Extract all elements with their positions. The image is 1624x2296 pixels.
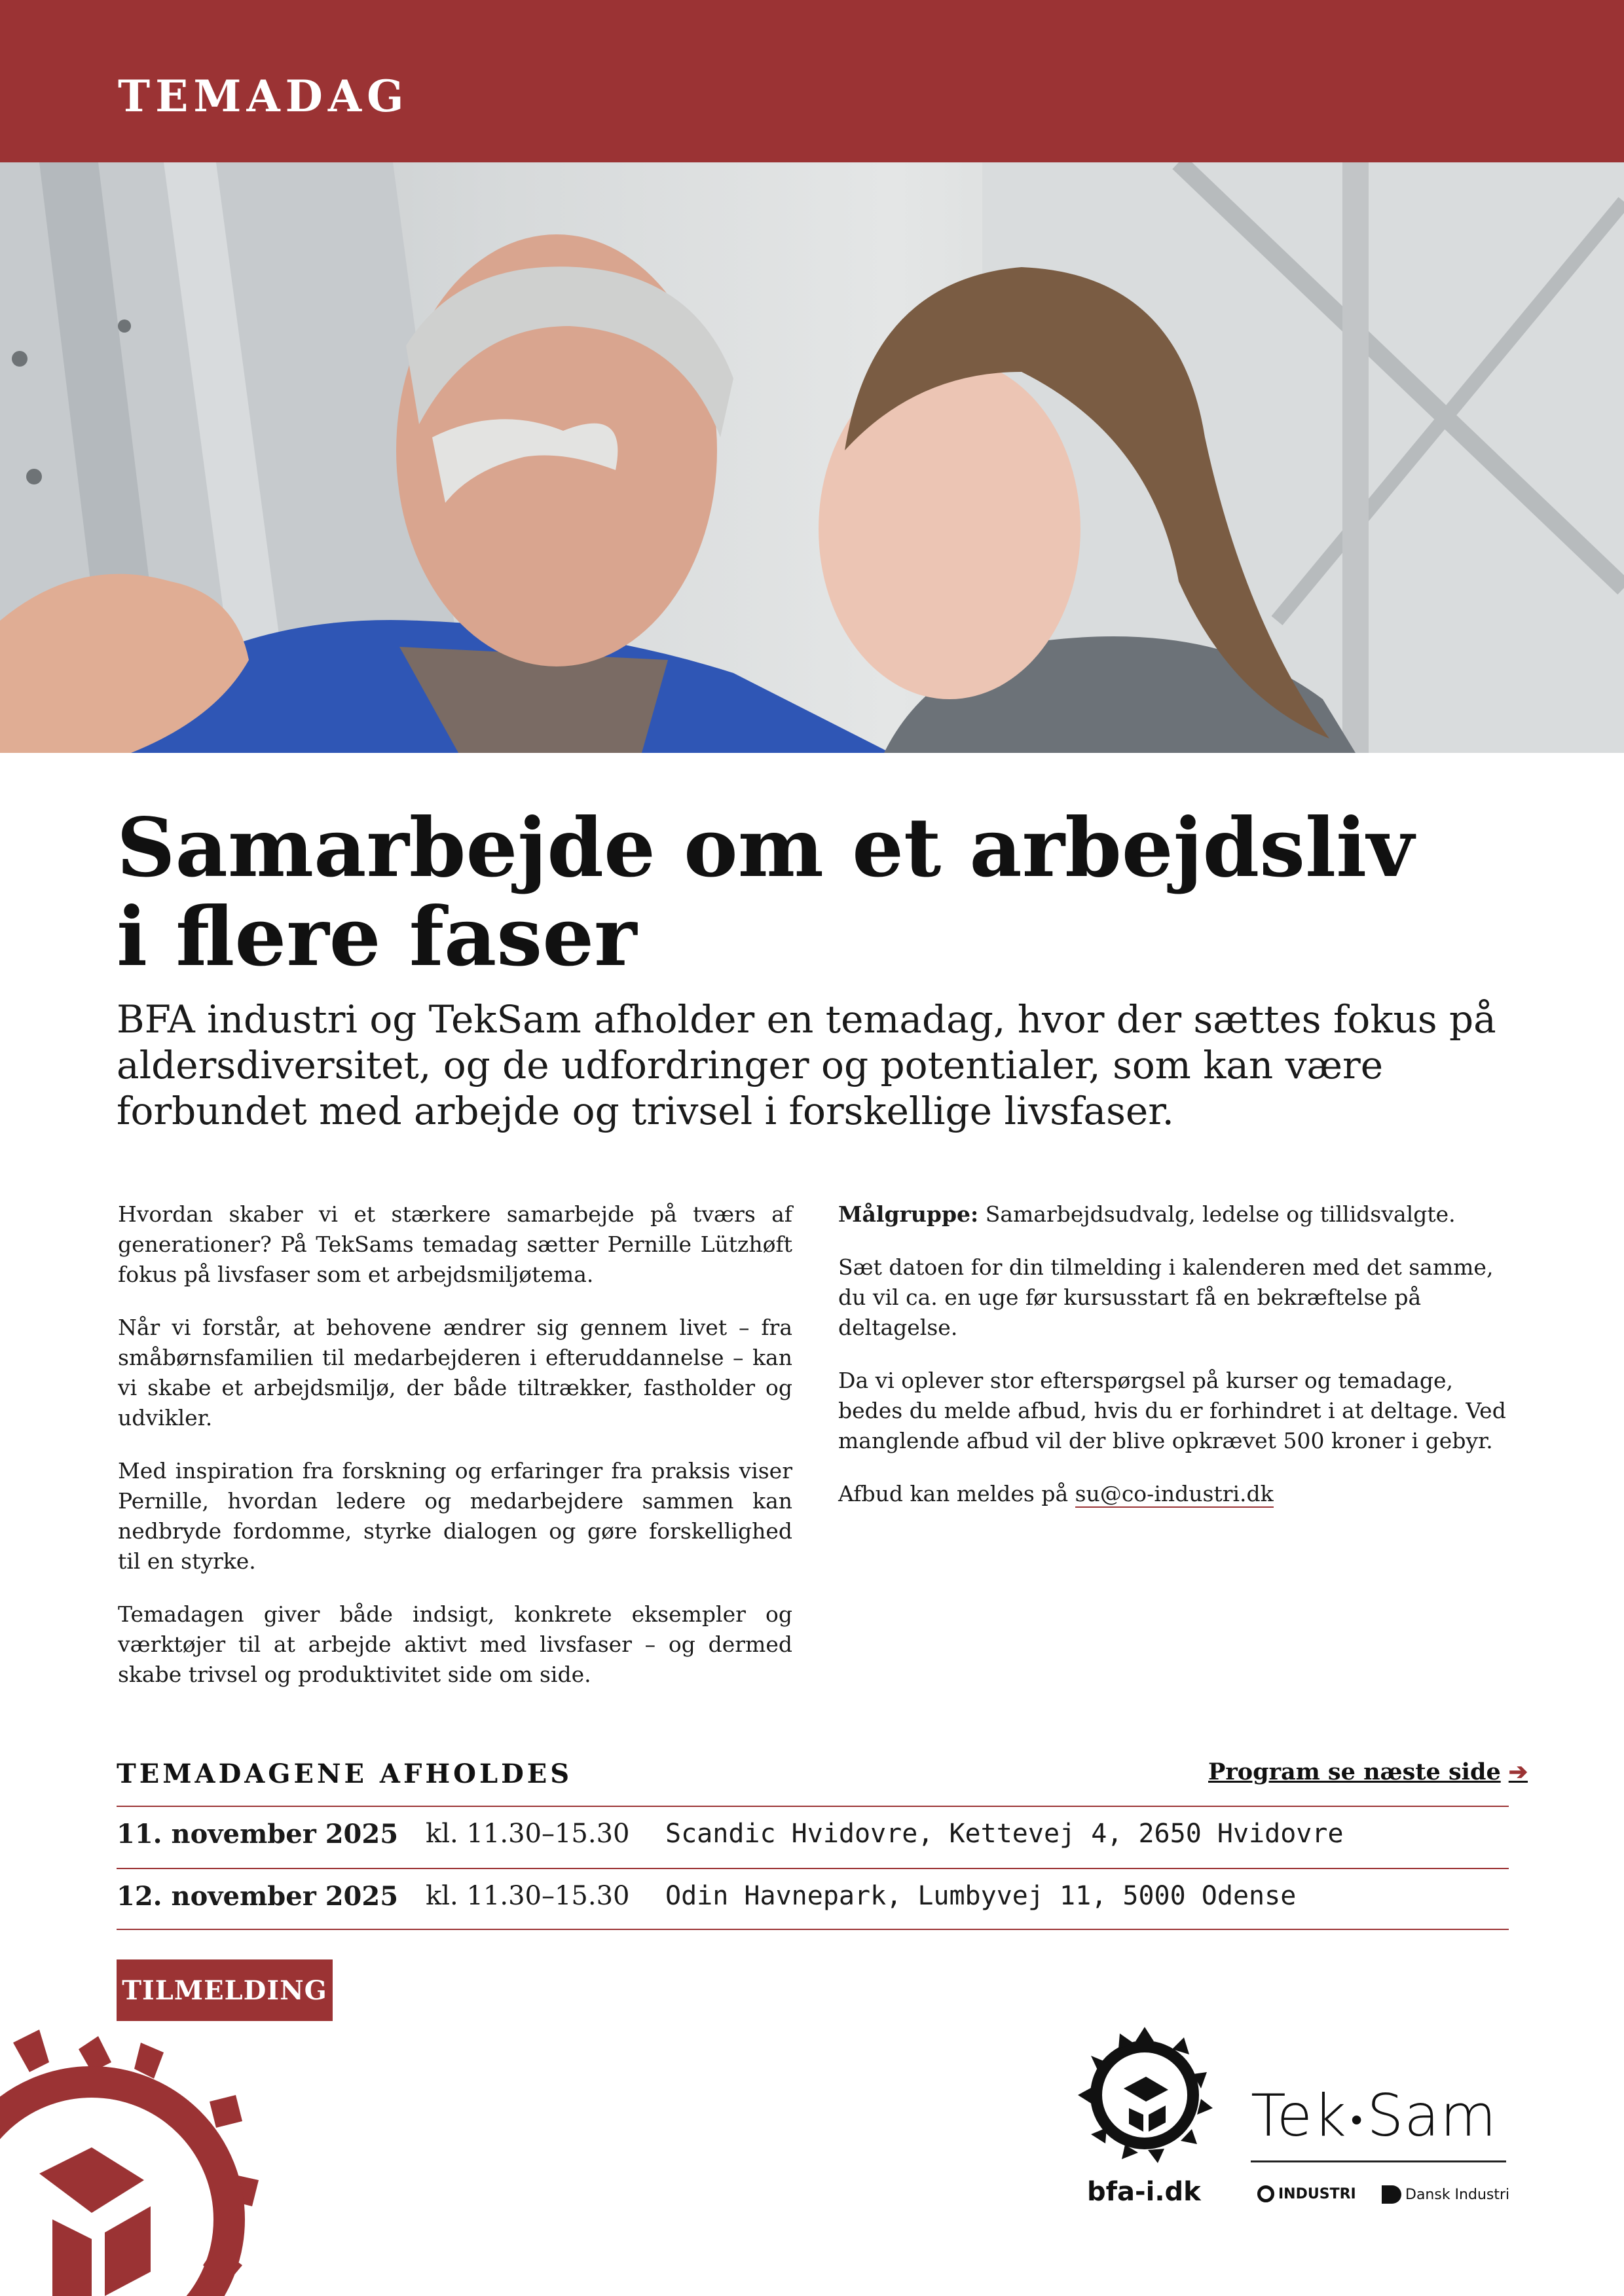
teksam-logo	[1251, 2082, 1513, 2206]
title-line-1: Samarbejde om et arbejdsliv	[117, 801, 1414, 896]
header-band	[0, 0, 1624, 162]
dansk-industri-logo: Dansk Industri	[1382, 2185, 1509, 2204]
left-paragraph-3: Med inspiration fra forskning og erfaringer fra praksis viser Pernille, hvordan ledere og medarbejdere sammen kan nedbryde fordomme, styrke dialogen og gøre forskellighed til en styrke.	[118, 1458, 792, 1574]
row-time: kl. 11.30–15.30	[426, 1881, 630, 1911]
register-button[interactable]: TILMELDING	[117, 1959, 333, 2021]
teksam-wordmark: Tek •Sam	[1251, 2082, 1497, 2149]
arrow-right-icon: ➔	[1508, 1758, 1528, 1785]
header-label: TEMADAG	[118, 71, 409, 122]
program-link[interactable]	[1208, 1758, 1528, 1785]
right-column	[838, 1199, 1513, 1532]
title-line-2: i flere faser	[117, 890, 637, 985]
date-row-1	[117, 1808, 1509, 1861]
page-title	[117, 801, 1524, 985]
program-link-label: Program se næste side	[1208, 1758, 1501, 1785]
header-photo	[0, 162, 1624, 753]
table-rule-middle	[117, 1868, 1509, 1869]
row-place: Scandic Hvidovre, Kettevej 4, 2650 Hvidovre	[665, 1819, 1344, 1849]
co-circle-icon	[1257, 2185, 1274, 2202]
photo-illustration	[0, 162, 1624, 753]
row-place: Odin Havnepark, Lumbyvej 11, 5000 Odense	[665, 1881, 1297, 1911]
bfa-sun-logo	[1073, 2023, 1217, 2167]
cancellation-text: Afbud kan meldes på	[838, 1481, 1069, 1506]
right-paragraph-2: Sæt datoen for din tilmelding i kalenderen med det samme, du vil ca. en uge før kursusstart få en bekræftelse på deltagelse.	[838, 1254, 1494, 1340]
target-group-text: Samarbejdsudvalg, ledelse og tillidsvalgte.	[985, 1201, 1456, 1227]
left-paragraph-2: Når vi forstår, at behovene ændrer sig gennem livet – fra småbørnsfamilien til medarbejderen i efteruddannelse – kan vi skabe et arbejdsmiljø, der både tiltrækker, fastholder og udvikler.	[118, 1315, 792, 1430]
right-paragraph-3: Da vi oplever stor efterspørgsel på kurser og temadage, bedes du melde afbud, hvis du er forhindret i at deltage. Ved manglende afbud vil der blive opkrævet 500 kroner i gebyr.	[838, 1368, 1506, 1453]
target-group-label: Målgruppe:	[838, 1201, 979, 1227]
left-column	[118, 1199, 792, 1713]
left-paragraph-1: Hvordan skaber vi et stærkere samarbejde på tværs af generationer? På TekSams temadag sætter Pernille Lützhøft fokus på livsfaser som et arbejdsmiljøtema.	[118, 1201, 792, 1287]
di-mark-icon	[1382, 2185, 1401, 2204]
table-rule-top	[117, 1806, 1509, 1807]
email-link[interactable]: su@co-industri.dk	[1075, 1481, 1274, 1506]
cancellation-line	[838, 1479, 1513, 1509]
co-industri-logo: INDUSTRI	[1257, 2185, 1356, 2202]
bfa-sun-logo-large	[0, 2023, 275, 2296]
dates-heading: TEMADAGENE AFHOLDES	[117, 1758, 573, 1789]
table-rule-bottom	[117, 1929, 1509, 1930]
bfa-website: bfa-i.dk	[1087, 2177, 1201, 2207]
row-time: kl. 11.30–15.30	[426, 1819, 630, 1849]
lead-paragraph: BFA industri og TekSam afholder en temadag, hvor der sættes fokus på aldersdiversitet, og de udfordringer og potentialer, som kan være forbundet med arbejde og trivsel i forskellige livsfaser.	[117, 997, 1496, 1133]
row-date: 12. november 2025	[117, 1881, 399, 1912]
left-paragraph-4: Temadagen giver både indsigt, konkrete eksempler og værktøjer til at arbejde aktivt med livsfaser – og dermed skabe trivsel og produktivitet side om side.	[118, 1601, 792, 1687]
target-group	[838, 1199, 1513, 1230]
row-date: 11. november 2025	[117, 1819, 399, 1850]
teksam-underline	[1251, 2160, 1506, 2162]
date-row-2	[117, 1870, 1509, 1923]
